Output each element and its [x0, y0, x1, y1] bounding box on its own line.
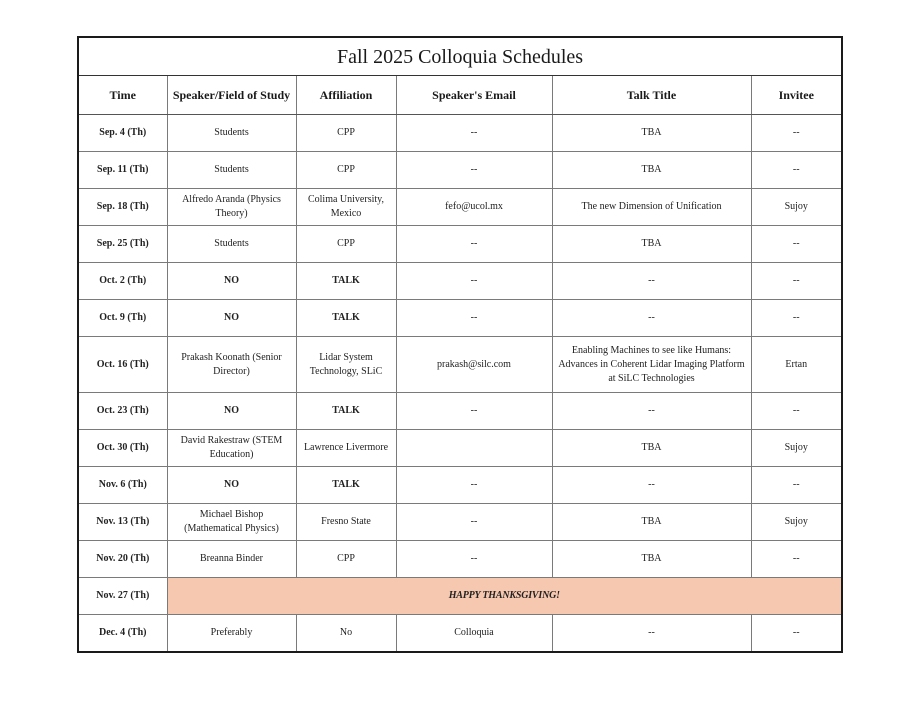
affiliation-cell: Colima University, Mexico	[296, 189, 396, 226]
talk-title-cell: --	[552, 263, 751, 300]
affiliation-cell: TALK	[296, 393, 396, 430]
time-cell: Nov. 27 (Th)	[79, 578, 167, 615]
speaker-cell: NO	[167, 263, 296, 300]
talk-title-cell: The new Dimension of Unification	[552, 189, 751, 226]
email-cell: --	[396, 263, 552, 300]
affiliation-cell: No	[296, 615, 396, 652]
table-row	[79, 152, 841, 189]
header-email: Speaker's Email	[396, 76, 552, 115]
speaker-cell: NO	[167, 467, 296, 504]
table-row	[79, 504, 841, 541]
affiliation-cell: CPP	[296, 226, 396, 263]
table-row	[79, 393, 841, 430]
email-cell: --	[396, 152, 552, 189]
table-row	[79, 226, 841, 263]
time-cell: Oct. 16 (Th)	[79, 337, 167, 393]
holiday-row	[79, 578, 841, 615]
header-row	[79, 76, 841, 115]
speaker-cell: Alfredo Aranda (Physics Theory)	[167, 189, 296, 226]
speaker-cell: Students	[167, 226, 296, 263]
speaker-cell: NO	[167, 300, 296, 337]
talk-title-cell: TBA	[552, 430, 751, 467]
affiliation-cell: CPP	[296, 152, 396, 189]
affiliation-cell: Fresno State	[296, 504, 396, 541]
time-cell: Oct. 30 (Th)	[79, 430, 167, 467]
invitee-cell: --	[751, 115, 841, 152]
header-time: Time	[79, 76, 167, 115]
talk-title-cell: --	[552, 393, 751, 430]
invitee-cell: Sujoy	[751, 504, 841, 541]
time-cell: Sep. 4 (Th)	[79, 115, 167, 152]
time-cell: Oct. 9 (Th)	[79, 300, 167, 337]
invitee-cell: --	[751, 541, 841, 578]
schedule-sheet	[77, 36, 843, 653]
email-cell: --	[396, 467, 552, 504]
talk-title-cell: --	[552, 300, 751, 337]
time-cell: Sep. 11 (Th)	[79, 152, 167, 189]
invitee-cell: Sujoy	[751, 189, 841, 226]
time-cell: Nov. 13 (Th)	[79, 504, 167, 541]
time-cell: Nov. 6 (Th)	[79, 467, 167, 504]
email-cell: --	[396, 300, 552, 337]
table-row	[79, 541, 841, 578]
talk-title-cell: TBA	[552, 226, 751, 263]
invitee-cell: --	[751, 226, 841, 263]
talk-title-cell: TBA	[552, 504, 751, 541]
speaker-cell: David Rakestraw (STEM Education)	[167, 430, 296, 467]
email-cell: --	[396, 541, 552, 578]
table-row	[79, 337, 841, 393]
email-cell: Colloquia	[396, 615, 552, 652]
time-cell: Dec. 4 (Th)	[79, 615, 167, 652]
speaker-cell: Breanna Binder	[167, 541, 296, 578]
time-cell: Oct. 23 (Th)	[79, 393, 167, 430]
invitee-cell: --	[751, 300, 841, 337]
invitee-cell: Ertan	[751, 337, 841, 393]
talk-title-cell: TBA	[552, 541, 751, 578]
table-row	[79, 430, 841, 467]
speaker-cell: Prakash Koonath (Senior Director)	[167, 337, 296, 393]
table-row	[79, 467, 841, 504]
speaker-cell: Michael Bishop (Mathematical Physics)	[167, 504, 296, 541]
colloquia-schedule-table	[79, 38, 841, 651]
email-cell: --	[396, 226, 552, 263]
email-cell[interactable]: fefo@ucol.mx	[396, 189, 552, 226]
talk-title-cell: Enabling Machines to see like Humans: Advances in Coherent Lidar Imaging Platform at SiLC Technologies	[552, 337, 751, 393]
email-cell[interactable]: prakash@silc.com	[396, 337, 552, 393]
email-cell	[396, 430, 552, 467]
affiliation-cell: Lawrence Livermore	[296, 430, 396, 467]
document-title: Fall 2025 Colloquia Schedules	[79, 38, 841, 76]
header-talk-title: Talk Title	[552, 76, 751, 115]
speaker-cell: Students	[167, 152, 296, 189]
talk-title-cell: TBA	[552, 115, 751, 152]
time-cell: Sep. 25 (Th)	[79, 226, 167, 263]
time-cell: Nov. 20 (Th)	[79, 541, 167, 578]
header-affiliation: Affiliation	[296, 76, 396, 115]
invitee-cell: Sujoy	[751, 430, 841, 467]
affiliation-cell: Lidar System Technology, SLiC	[296, 337, 396, 393]
affiliation-cell: CPP	[296, 541, 396, 578]
invitee-cell: --	[751, 393, 841, 430]
talk-title-cell: --	[552, 467, 751, 504]
table-row	[79, 115, 841, 152]
holiday-banner: HAPPY THANKSGIVING!	[167, 578, 841, 615]
talk-title-cell: --	[552, 615, 751, 652]
invitee-cell: --	[751, 263, 841, 300]
time-cell: Sep. 18 (Th)	[79, 189, 167, 226]
table-row	[79, 300, 841, 337]
header-invitee: Invitee	[751, 76, 841, 115]
email-cell: --	[396, 115, 552, 152]
time-cell: Oct. 2 (Th)	[79, 263, 167, 300]
speaker-cell: Students	[167, 115, 296, 152]
invitee-cell: --	[751, 615, 841, 652]
email-cell: --	[396, 393, 552, 430]
email-cell: --	[396, 504, 552, 541]
header-speaker: Speaker/Field of Study	[167, 76, 296, 115]
table-row	[79, 263, 841, 300]
affiliation-cell: TALK	[296, 300, 396, 337]
affiliation-cell: CPP	[296, 115, 396, 152]
table-row	[79, 189, 841, 226]
affiliation-cell: TALK	[296, 263, 396, 300]
speaker-cell: NO	[167, 393, 296, 430]
invitee-cell: --	[751, 152, 841, 189]
speaker-cell: Preferably	[167, 615, 296, 652]
invitee-cell: --	[751, 467, 841, 504]
affiliation-cell: TALK	[296, 467, 396, 504]
talk-title-cell: TBA	[552, 152, 751, 189]
table-row	[79, 615, 841, 652]
title-row	[79, 38, 841, 76]
